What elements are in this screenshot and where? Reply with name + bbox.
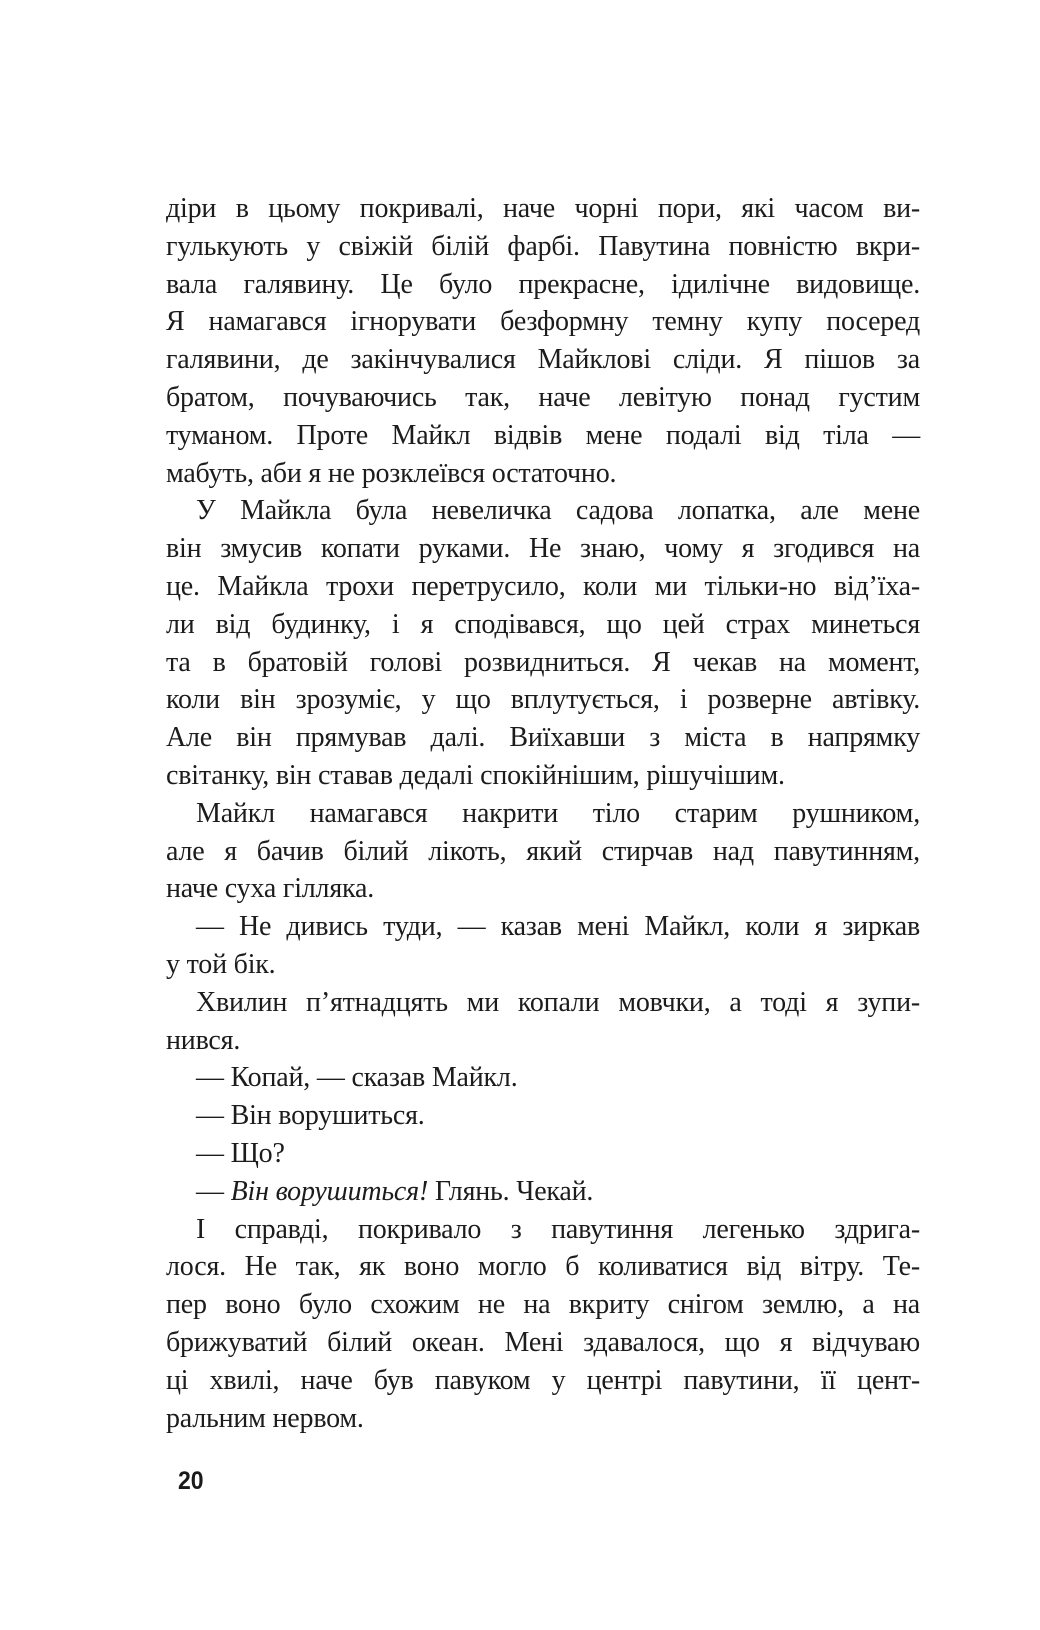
- text-line: [166, 908, 920, 946]
- text-segment: Майкл намагався накрити тіло старим рушником,: [196, 797, 920, 829]
- text-segment: лося. Не так, як воно могло б коливатися від вітру. Те-: [166, 1251, 920, 1283]
- text-line: [166, 417, 920, 455]
- text-segment: Я намагався ігнорувати безформну темну купу посеред: [166, 306, 920, 338]
- text-line: [166, 984, 920, 1022]
- text-segment: мабуть, аби я не розклеївся остаточно.: [166, 457, 617, 489]
- text-segment: ли від будинку, і я сподівався, що цей страх минеться: [166, 608, 920, 640]
- text-line: [166, 1097, 920, 1135]
- text-segment: гулькують у свіжій білій фарбі. Павутина повністю вкри-: [166, 230, 920, 262]
- text-line: [166, 681, 920, 719]
- text-line: [166, 719, 920, 757]
- text-segment: коли він зрозуміє, у що вплутується, і розверне автівку.: [166, 684, 920, 716]
- text-segment: брижуватий білий океан. Мені здавалося, що я відчуваю: [166, 1326, 920, 1358]
- text-line: [166, 190, 920, 228]
- text-line: [166, 379, 920, 417]
- text-line: [166, 606, 920, 644]
- text-line: [166, 341, 920, 379]
- text-segment: І справді, покривало з павутиння легенько здрига-: [196, 1213, 920, 1245]
- text-line: [166, 1135, 920, 1173]
- text-segment: ці хвилі, наче був павуком у центрі павутини, її цент-: [166, 1364, 920, 1396]
- text-segment: туманом. Проте Майкл відвів мене подалі від тіла —: [166, 419, 920, 451]
- text-line: [166, 946, 920, 984]
- text-line: [166, 1362, 920, 1400]
- text-segment: — Не дивись туди, — казав мені Майкл, коли я зиркав: [196, 911, 920, 943]
- italic-text-segment: Він ворушиться!: [230, 1175, 429, 1207]
- text-line: [166, 1324, 920, 1362]
- text-line: [166, 1248, 920, 1286]
- text-segment: наче суха гілляка.: [166, 873, 375, 905]
- text-line: [166, 1059, 920, 1097]
- text-segment: у той бік.: [166, 948, 276, 980]
- text-line: [166, 644, 920, 682]
- text-line: [166, 492, 920, 530]
- text-line: [166, 1211, 920, 1249]
- text-line: [166, 795, 920, 833]
- text-segment: діри в цьому покривалі, наче чорні пори, які часом ви-: [166, 193, 920, 224]
- text-line: [166, 568, 920, 606]
- text-segment: Глянь. Чекай.: [428, 1175, 594, 1207]
- text-line: [166, 303, 920, 341]
- text-line: [166, 1400, 920, 1438]
- text-line: [166, 833, 920, 871]
- text-segment: він змусив копати руками. Не знаю, чому я згодився на: [166, 533, 920, 565]
- text-segment: — Що?: [196, 1137, 285, 1169]
- text-segment: Хвилин п’ятнадцять ми копали мовчки, а тоді я зупи-: [196, 986, 920, 1018]
- text-line: [166, 455, 920, 493]
- text-line: [166, 757, 920, 795]
- text-segment: — Копай, — сказав Майкл.: [196, 1062, 518, 1094]
- text-segment: пер воно було схожим не на вкриту снігом землю, а на: [166, 1289, 920, 1321]
- text-segment: братом, почуваючись так, наче левітую понад густим: [166, 381, 920, 413]
- page-number-label: 20: [178, 1467, 204, 1495]
- text-line: [166, 1286, 920, 1324]
- text-segment: це. Майкла трохи перетрусило, коли ми тільки-но від’їха-: [166, 570, 920, 602]
- text-segment: світанку, він ставав дедалі спокійнішим, рішучішим.: [166, 759, 785, 791]
- text-line: [166, 870, 920, 908]
- text-segment: —: [196, 1175, 231, 1207]
- text-segment: Але він прямував далі. Виїхавши з міста в напрямку: [166, 722, 920, 754]
- page-text-block: [166, 190, 920, 1437]
- text-segment: але я бачив білий лікоть, який стирчав над павутинням,: [166, 835, 920, 867]
- text-segment: галявини, де закінчувалися Майклові сліди. Я пішов за: [166, 344, 920, 376]
- text-segment: та в братовій голові розвидниться. Я чекав на момент,: [166, 646, 920, 678]
- text-segment: вала галявину. Це було прекрасне, ідилічне видовище.: [166, 268, 920, 300]
- text-line: [166, 530, 920, 568]
- text-segment: ральним нервом.: [166, 1402, 364, 1434]
- text-line: [166, 266, 920, 304]
- text-segment: нився.: [166, 1024, 241, 1056]
- text-line: [166, 1173, 920, 1211]
- text-segment: — Він ворушиться.: [196, 1100, 425, 1132]
- text-line: [166, 1022, 920, 1060]
- text-line: [166, 228, 920, 266]
- text-segment: У Майкла була невеличка садова лопатка, але мене: [196, 495, 920, 527]
